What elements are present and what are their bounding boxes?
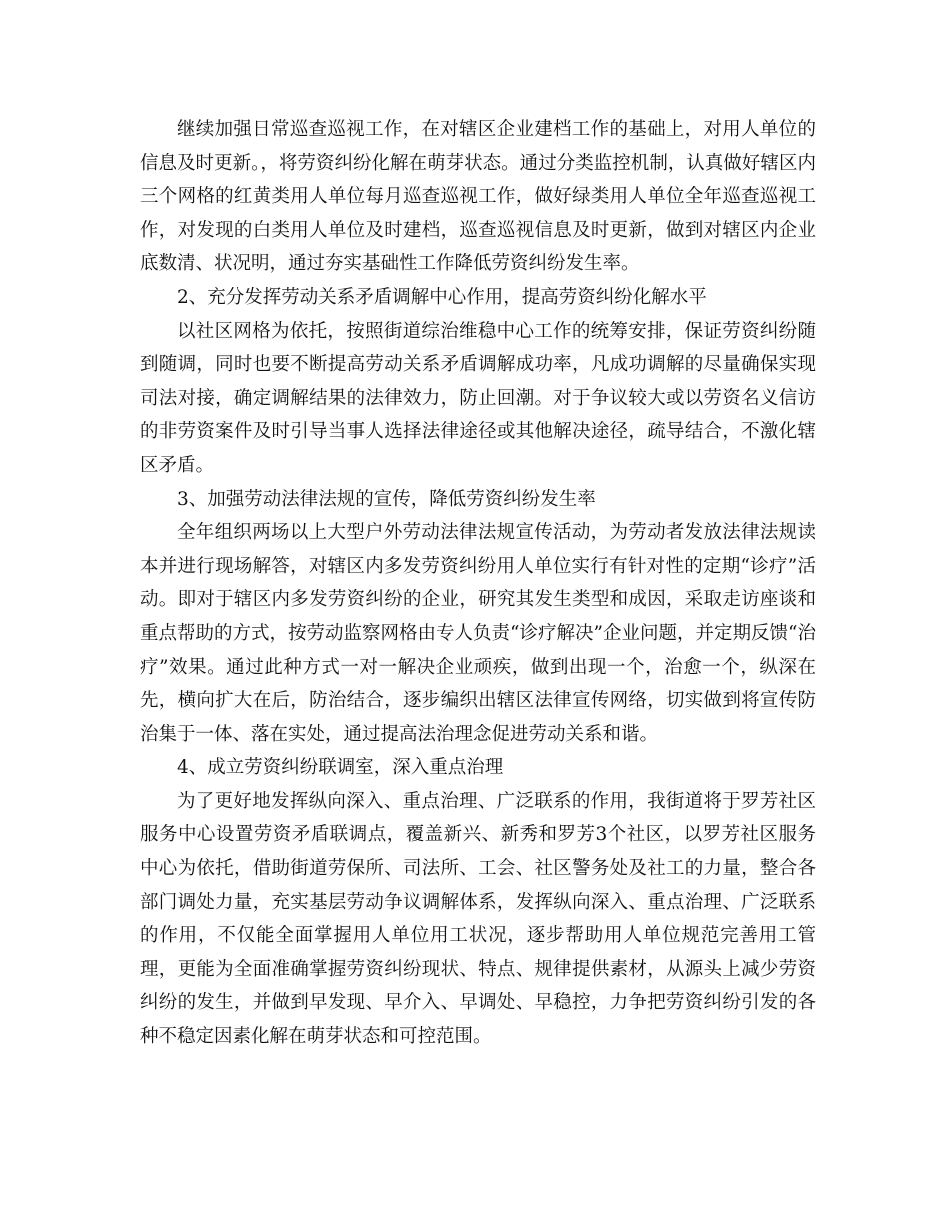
paragraph-publicity: 全年组织两场以上大型户外劳动法律法规宣传活动，为劳动者发放法律法规读本并进行现场解答，对辖区内多发劳资纠纷用人单位实行有针对性的定期“诊疗”活动。即对于辖区内多发劳资纠纷的企业，研究其发生类型和成因，采取走访座谈和重点帮助的方式，按劳动监察网格由专人负责“诊疗解决”企业问题，并定期反馈“治疗”效果。通过此种方式一对一解决企业顽疾，做到出现一个，治愈一个，纵深在先，横向扩大在后，防治结合，逐步编织出辖区法律宣传网络，切实做到将宣传防治集于一体、落在实处，通过提高法治理念促进劳动关系和谐。	[140, 522, 816, 745]
paragraph-mediation: 以社区网格为依托，按照街道综治维稳中心工作的统筹安排，保证劳资纠纷随到随调，同时也要不断提高劳动关系矛盾调解成功率，凡成功调解的尽量确保实现司法对接，确定调解结果的法律效力，防止回潮。对于争议较大或以劳资名义信访的非劳资案件及时引导当事人选择法律途径或其他解决途径，疏导结合，不激化辖区矛盾。	[140, 320, 816, 476]
paragraph-inspection: 继续加强日常巡查巡视工作，在对辖区企业建档工作的基础上，对用人单位的信息及时更新。，将劳资纠纷化解在萌芽状态。通过分类监控机制，认真做好辖区内三个网格的红黄类用人单位每月巡查巡视工作，做好绿类用人单位全年巡查巡视工作，对发现的白类用人单位及时建档，巡查巡视信息及时更新，做到对辖区内企业底数清、状况明，通过夯实基础性工作降低劳资纠纷发生率。	[140, 119, 816, 275]
document-body	[140, 113, 816, 1054]
section-heading-4: 4、成立劳资纠纷联调室，深入重点治理	[177, 757, 504, 779]
paragraph-joint-mediation: 为了更好地发挥纵向深入、重点治理、广泛联系的作用，我街道将于罗芳社区服务中心设置劳资矛盾联调点，覆盖新兴、新秀和罗芳3个社区，以罗芳社区服务中心为依托，借助街道劳保所、司法所、工会、社区警务处及社工的力量，整合各部门调处力量，充实基层劳动争议调解体系，发挥纵向深入、重点治理、广泛联系的作用，不仅能全面掌握用人单位用工状况，逐步帮助用人单位规范完善用工管理，更能为全面准确掌握劳资纠纷现状、特点、规律提供素材，从源头上减少劳资纠纷的发生，并做到早发现、早介入、早调处、早稳控，力争把劳资纠纷引发的各种不稳定因素化解在萌芽状态和可控范围。	[140, 790, 816, 1048]
section-heading-2: 2、充分发挥劳动关系矛盾调解中心作用，提高劳资纠纷化解水平	[177, 286, 707, 308]
section-heading-3: 3、加强劳动法律法规的宣传，降低劳资纠纷发生率	[177, 488, 596, 510]
